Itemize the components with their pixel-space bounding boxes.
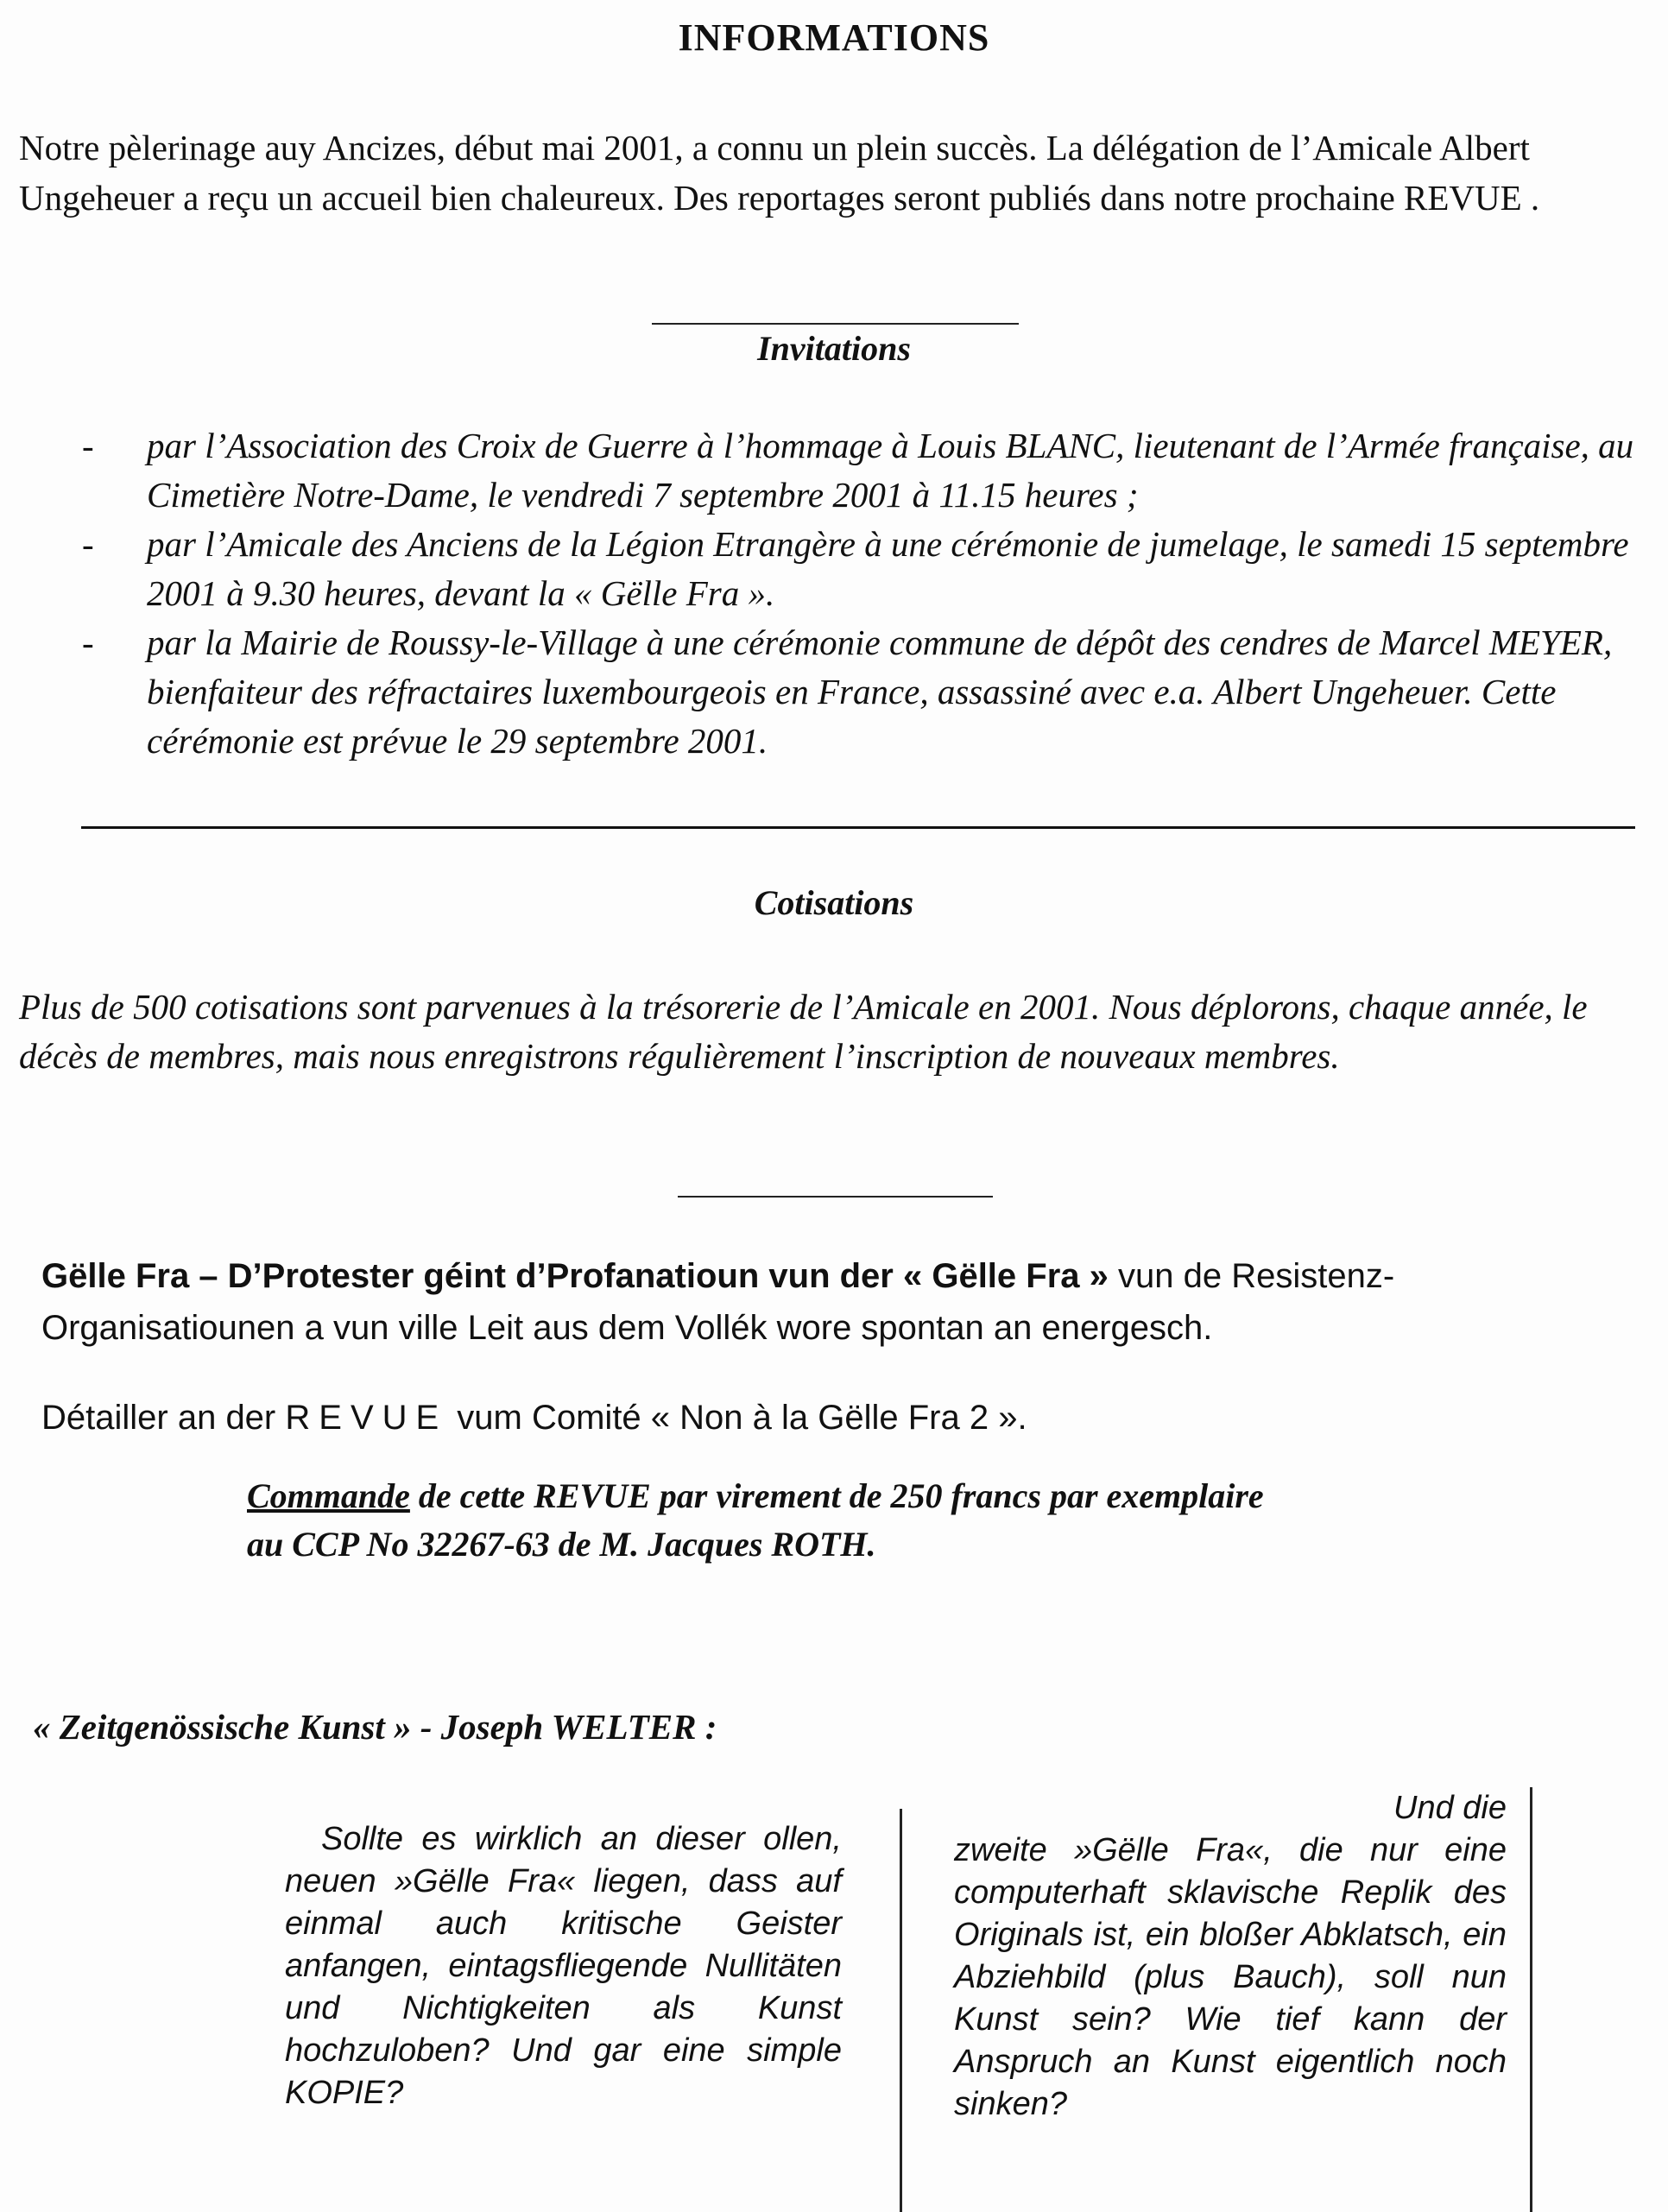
- list-item: - par la Mairie de Roussy-le-Village à une cérémonie commune de dépôt des cendres de Marcel MEYER, bienfaiteur des réfractaires luxembourgeois en France, assassiné avec e.a. Albert Ungeheuer. Cette cérémonie est prévue le 29 septembre 2001.: [82, 623, 1613, 761]
- column-divider-right: [1530, 1787, 1532, 2212]
- cotisations-heading: Cotisations: [754, 883, 914, 922]
- detailler-before: Détailler an der: [41, 1399, 286, 1437]
- cotisations-paragraph: Plus de 500 cotisations sont parvenues à la trésorerie de l’Amicale en 2001. Nous déplorons, chaque année, le décès de membres, mais nous enregistrons régulièrement l’inscription de nouveaux membres.: [19, 987, 1588, 1076]
- divider-cotisations-end: [678, 1196, 993, 1198]
- commande-line1-rest: de cette REVUE par virement de 250 francs par exemplaire: [409, 1476, 1264, 1515]
- column-divider-left: [900, 1809, 902, 2212]
- gelle-fra-paragraph: [41, 1250, 1647, 1354]
- revue-word: REVUE: [285, 1399, 448, 1437]
- divider-invitations: [652, 323, 1019, 325]
- invitations-list: [82, 421, 1636, 766]
- invitation-text: par la Mairie de Roussy-le-Village à une cérémonie commune de dépôt des cendres de Marcel MEYER, bienfaiteur des réfractaires luxembourgeois en France, assassiné avec e.a. Albert Ungeheuer. Cette cérémonie est prévue le 29 septembre 2001.: [147, 623, 1613, 761]
- commande-line2: au CCP No 32267-63 de M. Jacques ROTH.: [247, 1525, 876, 1564]
- detailler-line: [41, 1399, 1027, 1438]
- zeitgenoessische-heading: « Zeitgenössische Kunst » - Joseph WELTER :: [33, 1707, 717, 1747]
- quote-right-rest: zweite »Gëlle Fra«, die nur eine computerhaft sklavische Replik des Originals ist, ein bloßer Abklatsch, ein Abziehbild (plus Bauch), soll nun Kunst sein? Wie tief kann der Anspruch an Kunst eigentlich noch sinken?: [954, 1832, 1507, 2122]
- list-item: - par l’Amicale des Anciens de la Légion Etrangère à une cérémonie de jumelage, le samedi 15 septembre 2001 à 9.30 heures, devant la « Gëlle Fra ».: [82, 524, 1629, 613]
- quote-column-left: Sollte es wirklich an dieser ollen, neuen »Gëlle Fra« liegen, dass auf einmal auch kritische Geister anfangen, eintagsfliegende Nullitäten und Nichtigkeiten als Kunst hochzuloben? Und gar eine simple KOPIE?: [285, 1821, 842, 2111]
- quote-right-first: Und die: [1393, 1790, 1507, 1826]
- detailler-after: vum Comité « Non à la Gëlle Fra 2 ».: [447, 1399, 1027, 1437]
- quote-column-right: [954, 1787, 1507, 2126]
- commande-underlined: Commande: [247, 1476, 410, 1515]
- list-item: - par l’Association des Croix de Guerre à l’hommage à Louis BLANC, lieutenant de l’Armée française, au Cimetière Notre-Dame, le vendredi 7 septembre 2001 à 11.15 heures ;: [82, 426, 1634, 515]
- commande-note: [247, 1472, 1594, 1569]
- intro-paragraph: Notre pèlerinage auy Ancizes, début mai 2001, a connu un plein succès. La délégation de l’Amicale Albert Ungeheuer a reçu un accueil bien chaleureux. Des reportages seront publiés dans notre prochaine REVUE .: [19, 128, 1540, 218]
- invitation-text: par l’Association des Croix de Guerre à l’hommage à Louis BLANC, lieutenant de l’Armée française, au Cimetière Notre-Dame, le vendredi 7 septembre 2001 à 11.15 heures ;: [147, 426, 1634, 515]
- gelle-fra-rest: vun de Resistenz-Organisatiounen a vun ville Leit aus dem Vollék wore spontan an energesch.: [41, 1257, 1395, 1347]
- invitation-text: par l’Amicale des Anciens de la Légion Etrangère à une cérémonie de jumelage, le samedi 15 septembre 2001 à 9.30 heures, devant la « Gëlle Fra ».: [147, 524, 1629, 613]
- invitations-heading: Invitations: [757, 329, 911, 368]
- page-title: INFORMATIONS: [678, 16, 990, 59]
- divider-invitations-end: [81, 826, 1635, 829]
- gelle-fra-bold: Gëlle Fra – D’Protester géint d’Profanatioun vun der « Gëlle Fra »: [41, 1257, 1109, 1295]
